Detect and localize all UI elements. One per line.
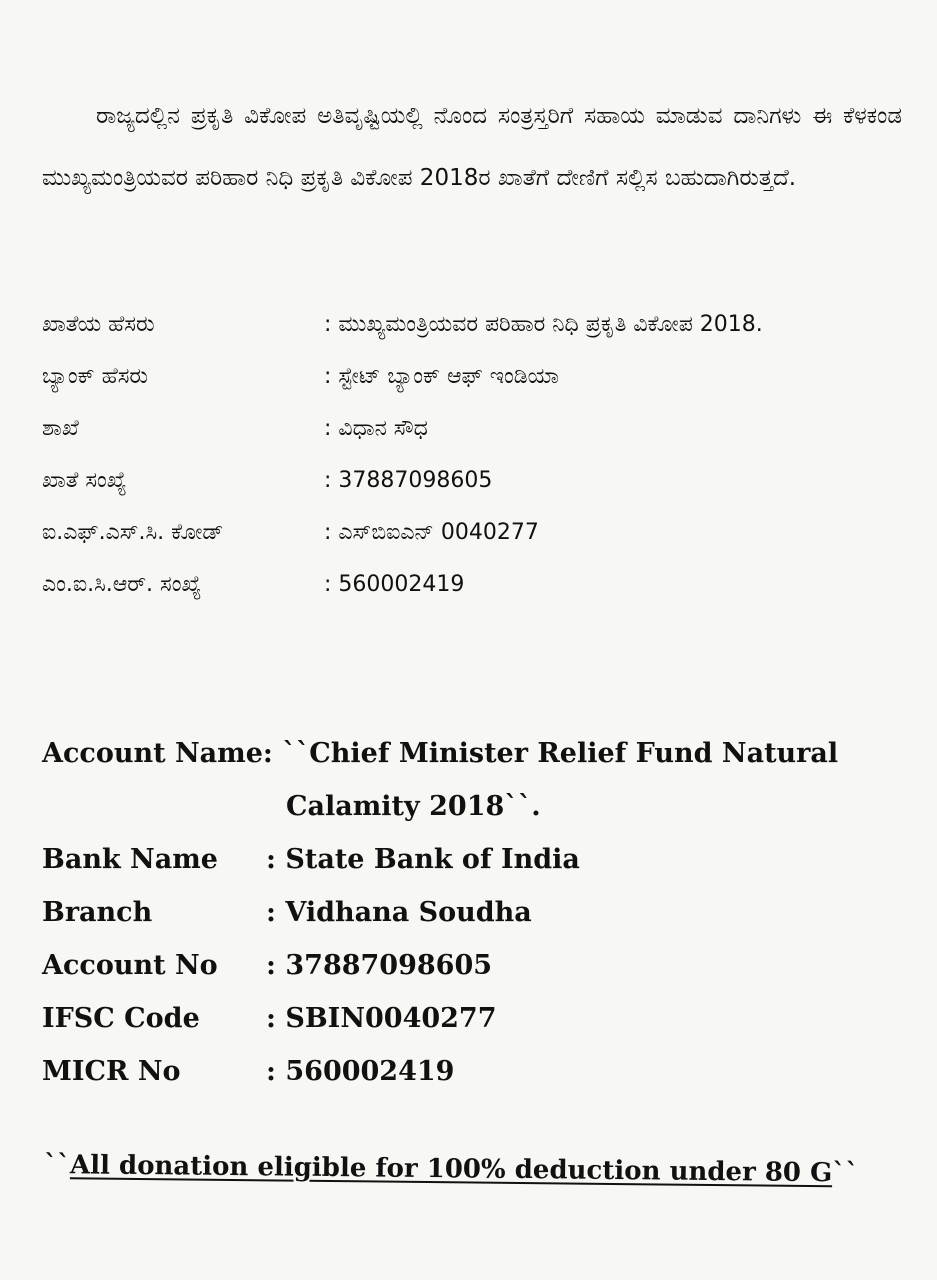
en-row-bank-name	[42, 833, 912, 886]
en-row-branch	[42, 886, 912, 939]
en-row-ifsc	[42, 992, 912, 1045]
kannada-details	[42, 298, 902, 610]
kn-value: : 560002419	[324, 571, 465, 597]
en-label: Branch	[42, 897, 153, 928]
kn-label: ಶಾಖೆ	[42, 415, 79, 441]
en-account-name	[42, 727, 912, 833]
en-label: Account No	[42, 950, 218, 981]
kn-value: : ಸ್ಟೇಟ್ ಬ್ಯಾಂಕ್ ಆಫ್ ಇಂಡಿಯಾ	[324, 363, 559, 389]
kn-value: : ವಿಧಾನ ಸೌಧ	[324, 415, 428, 441]
open-quote: ``	[43, 1150, 71, 1181]
en-account-name-line2: Calamity 2018``.	[286, 791, 541, 822]
en-value: : State Bank of India	[266, 844, 580, 875]
kn-row-branch	[42, 402, 902, 454]
kn-label: ಎಂ.ಐ.ಸಿ.ಆರ್. ಸಂಖ್ಯೆ	[42, 571, 202, 597]
en-value: : SBIN0040277	[266, 1003, 497, 1034]
en-label: IFSC Code	[42, 1003, 200, 1034]
kn-row-bank-name	[42, 350, 902, 402]
kn-label: ಬ್ಯಾಂಕ್ ಹೆಸರು	[42, 363, 149, 389]
en-label: MICR No	[42, 1056, 181, 1087]
en-row-account-no	[42, 939, 912, 992]
en-value: : 560002419	[266, 1056, 455, 1087]
deduction-text: All donation eligible for 100% deduction under 80 G	[69, 1150, 833, 1189]
deduction-note	[44, 1150, 904, 1189]
kn-row-ifsc	[42, 506, 902, 558]
close-quote: ``	[832, 1158, 859, 1189]
en-value: : Vidhana Soudha	[266, 897, 532, 928]
kn-row-account-name	[42, 298, 902, 350]
kn-value: : ಮುಖ್ಯಮಂತ್ರಿಯವರ ಪರಿಹಾರ ನಿಧಿ ಪ್ರಕೃತಿ ವಿಕೋಪ 2018.	[324, 311, 763, 337]
en-account-name-label: Account Name:	[42, 738, 273, 769]
en-value: : 37887098605	[266, 950, 493, 981]
kn-value: : ಎಸ್‌ಬಿಐಎನ್ 0040277	[324, 519, 539, 545]
kn-label: ಖಾತೆಯ ಹೆಸರು	[42, 311, 155, 337]
kn-value: : 37887098605	[324, 467, 493, 493]
en-account-name-line1: ``Chief Minister Relief Fund Natural	[282, 738, 839, 769]
kn-label: ಐ.ಎಫ್.ಎಸ್.ಸಿ. ಕೋಡ್	[42, 519, 224, 545]
kn-row-account-no	[42, 454, 902, 506]
kn-label: ಖಾತೆ ಸಂಖ್ಯೆ	[42, 467, 127, 493]
english-details	[42, 727, 912, 1098]
en-label: Bank Name	[42, 844, 218, 875]
en-row-micr	[42, 1045, 912, 1098]
kn-row-micr	[42, 558, 902, 610]
kannada-paragraph: ರಾಜ್ಯದಲ್ಲಿನ ಪ್ರಕೃತಿ ವಿಕೋಪ ಅತಿವೃಷ್ಟಿಯಲ್ಲಿ ನೊಂದ ಸಂತ್ರಸ್ತರಿಗೆ ಸಹಾಯ ಮಾಡುವ ದಾನಿಗಳು ಈ ಕೆಳಕಂಡ ಮುಖ್ಯಮಂತ್ರಿಯವರ ಪರಿಹಾರ ನಿಧಿ ಪ್ರಕೃತಿ ವಿಕೋಪ 2018ರ ಖಾತೆಗೆ ದೇಣಿಗೆ ಸಲ್ಲಿಸ ಬಹುದಾಗಿರುತ್ತದೆ.	[42, 103, 902, 191]
